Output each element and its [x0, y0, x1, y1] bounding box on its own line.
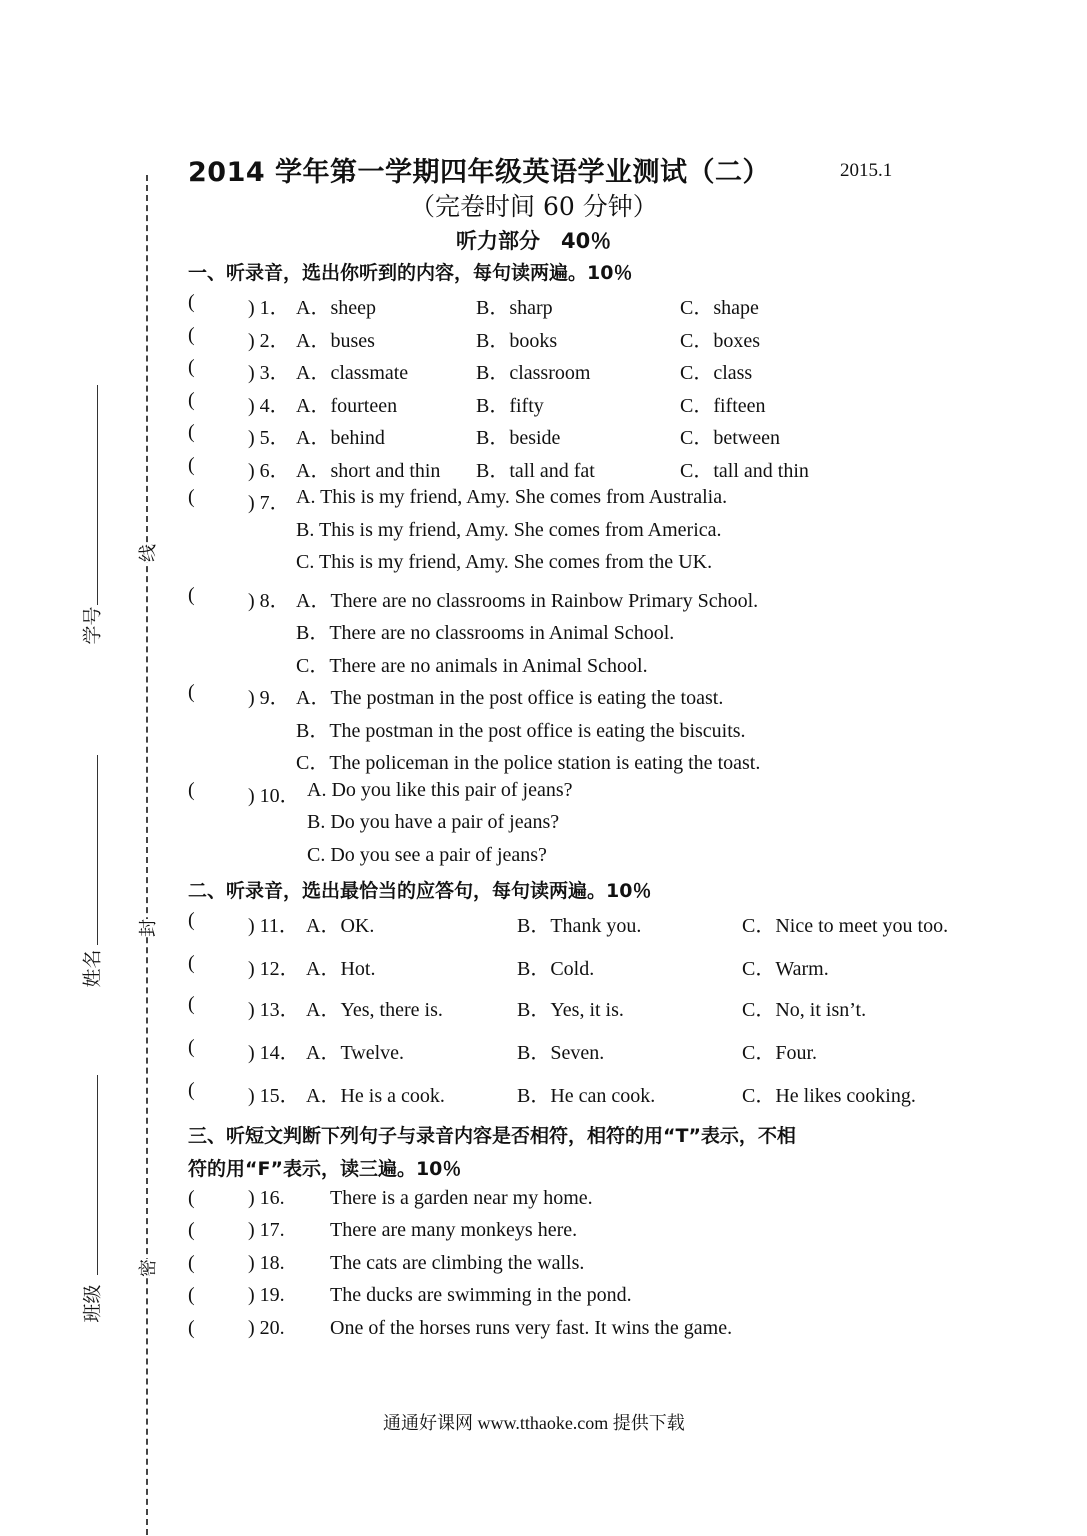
question-row: ( ) 6． A．short and thin B．tall and fat C．tall and thin	[188, 454, 809, 482]
option-b: B．books	[476, 330, 558, 352]
option-a: A．He is a cook.	[306, 1085, 445, 1107]
exam-title: 2014 学年第一学期四年级英语学业测试（二）	[188, 157, 771, 188]
option-b: B．classroom	[476, 362, 591, 384]
question-row: ( ) 19. The ducks are swimming in the pond.	[188, 1284, 632, 1306]
option-b: B. Do you have a pair of jeans?	[307, 811, 560, 833]
option-a: A．behind	[296, 427, 385, 449]
statement-text: The ducks are swimming in the pond.	[330, 1284, 632, 1306]
question-row: ( ) 15． A．He is a cook. B．He can cook. C．He likes cooking.	[188, 1079, 916, 1107]
option-b: B．beside	[476, 427, 561, 449]
question-row: ( ) 13． A．Yes, there is. B．Yes, it is. C．No, it isn’t.	[188, 993, 867, 1021]
option-a: A．Yes, there is.	[306, 999, 443, 1021]
option-b: B．fifty	[476, 395, 544, 417]
option-c: C．class	[680, 362, 753, 384]
class-label: 班级	[81, 1284, 104, 1323]
option-a: A．OK.	[306, 915, 375, 937]
option-a: A. Do you like this pair of jeans?	[307, 779, 573, 801]
seal-dashed-line	[146, 175, 148, 1535]
question-row: ( ) 7． A. This is my friend, Amy. She comes from Australia.	[188, 486, 728, 514]
question-row: ( ) 2． A．buses B．books C．boxes	[188, 324, 760, 352]
option-a: A．The postman in the post office is eating the toast.	[296, 687, 724, 709]
statement-text: One of the horses runs very fast. It wins the game.	[330, 1317, 733, 1339]
download-footer: 通通好课网 www.tthaoke.com 提供下载	[383, 1413, 685, 1433]
option-c: C．fifteen	[680, 395, 766, 417]
option-c: C．There are no animals in Animal School.	[296, 655, 648, 677]
option-b: B．The postman in the post office is eating the biscuits.	[296, 720, 746, 742]
section2-heading: 二、听录音，选出最恰当的应答句，每句读两遍。10％	[188, 880, 652, 902]
option-b: B．He can cook.	[517, 1085, 656, 1107]
question-row: ( ) 18. The cats are climbing the walls.	[188, 1252, 585, 1274]
seal-char-secret: 密	[134, 1259, 160, 1277]
option-c: C．boxes	[680, 330, 760, 352]
option-c: C. This is my friend, Amy. She comes from the UK.	[296, 551, 713, 573]
statement-text: There are many monkeys here.	[330, 1219, 578, 1241]
question-row: ( ) 8． A．There are no classrooms in Rainbow Primary School.	[188, 584, 759, 612]
option-c: C．Four.	[742, 1042, 818, 1064]
option-b: B．sharp	[476, 297, 553, 319]
question-row: ( ) 4． A．fourteen B．fifty C．fifteen	[188, 389, 766, 417]
option-b: B．tall and fat	[476, 460, 595, 482]
section1-heading: 一、听录音，选出你听到的内容，每句读两遍。10％	[188, 262, 633, 284]
option-a: A．buses	[296, 330, 375, 352]
question-row: ( ) 3． A．classmate B．classroom C．class	[188, 356, 753, 384]
question-row: ( ) 14． A．Twelve. B．Seven. C．Four.	[188, 1036, 818, 1064]
question-row: ( ) 16. There is a garden near my home.	[188, 1187, 593, 1209]
question-row: ( ) 11． A．OK. B．Thank you. C．Nice to meet you too.	[188, 909, 949, 937]
option-a: A．Hot.	[306, 958, 376, 980]
question-row: ( ) 9． A．The postman in the post office is eating the toast.	[188, 681, 724, 709]
seal-char-seal: 封	[134, 919, 160, 937]
option-c: C．No, it isn’t.	[742, 999, 867, 1021]
option-a: A．classmate	[296, 362, 409, 384]
option-b: B．Cold.	[517, 958, 595, 980]
question-row: ( ) 5． A．behind B．beside C．between	[188, 421, 780, 449]
statement-text: There is a garden near my home.	[330, 1187, 593, 1209]
exam-duration: （完卷时间 60 分钟）	[410, 192, 658, 221]
statement-text: The cats are climbing the walls.	[330, 1252, 585, 1274]
option-c: C．The policeman in the police station is eating the toast.	[296, 752, 761, 774]
section3-heading-line2: 符的用“F”表示，读三遍。10％	[188, 1158, 462, 1180]
question-row: ( ) 1． A．sheep B．sharp C．shape	[188, 291, 759, 319]
student-id-label: 学号	[81, 606, 104, 645]
option-b: B．Yes, it is.	[517, 999, 624, 1021]
option-b: B．There are no classrooms in Animal School.	[296, 622, 675, 644]
option-b: B．Thank you.	[517, 915, 642, 937]
listening-part-title: 听力部分 40％	[456, 229, 612, 253]
option-c: C．Warm.	[742, 958, 829, 980]
option-a: A．There are no classrooms in Rainbow Primary School.	[296, 590, 759, 612]
name-label: 姓名	[81, 949, 104, 988]
option-a: A. This is my friend, Amy. She comes from Australia.	[296, 486, 728, 508]
class-blank	[97, 1075, 98, 1275]
option-b: B. This is my friend, Amy. She comes from America.	[296, 519, 722, 541]
option-a: A．sheep	[296, 297, 376, 319]
seal-char-line: 线	[134, 544, 160, 562]
student-id-blank	[97, 385, 98, 605]
question-row: ( ) 20. One of the horses runs very fast. It wins the game.	[188, 1317, 733, 1339]
option-c: C．tall and thin	[680, 460, 809, 482]
option-c: C．shape	[680, 297, 759, 319]
option-b: B．Seven.	[517, 1042, 605, 1064]
question-row: ( ) 10． A. Do you like this pair of jeans?	[188, 779, 573, 807]
option-a: A．fourteen	[296, 395, 398, 417]
option-a: A．Twelve.	[306, 1042, 405, 1064]
option-c: C．He likes cooking.	[742, 1085, 916, 1107]
question-row: ( ) 12． A．Hot. B．Cold. C．Warm.	[188, 952, 829, 980]
option-c: C. Do you see a pair of jeans?	[307, 844, 547, 866]
question-row: ( ) 17. There are many monkeys here.	[188, 1219, 578, 1241]
exam-date: 2015.1	[840, 160, 893, 181]
option-a: A．short and thin	[296, 460, 441, 482]
option-c: C．between	[680, 427, 780, 449]
name-blank	[97, 755, 98, 945]
section3-heading-line1: 三、听短文判断下列句子与录音内容是否相符，相符的用“T”表示，不相	[188, 1125, 796, 1147]
option-c: C．Nice to meet you too.	[742, 915, 949, 937]
